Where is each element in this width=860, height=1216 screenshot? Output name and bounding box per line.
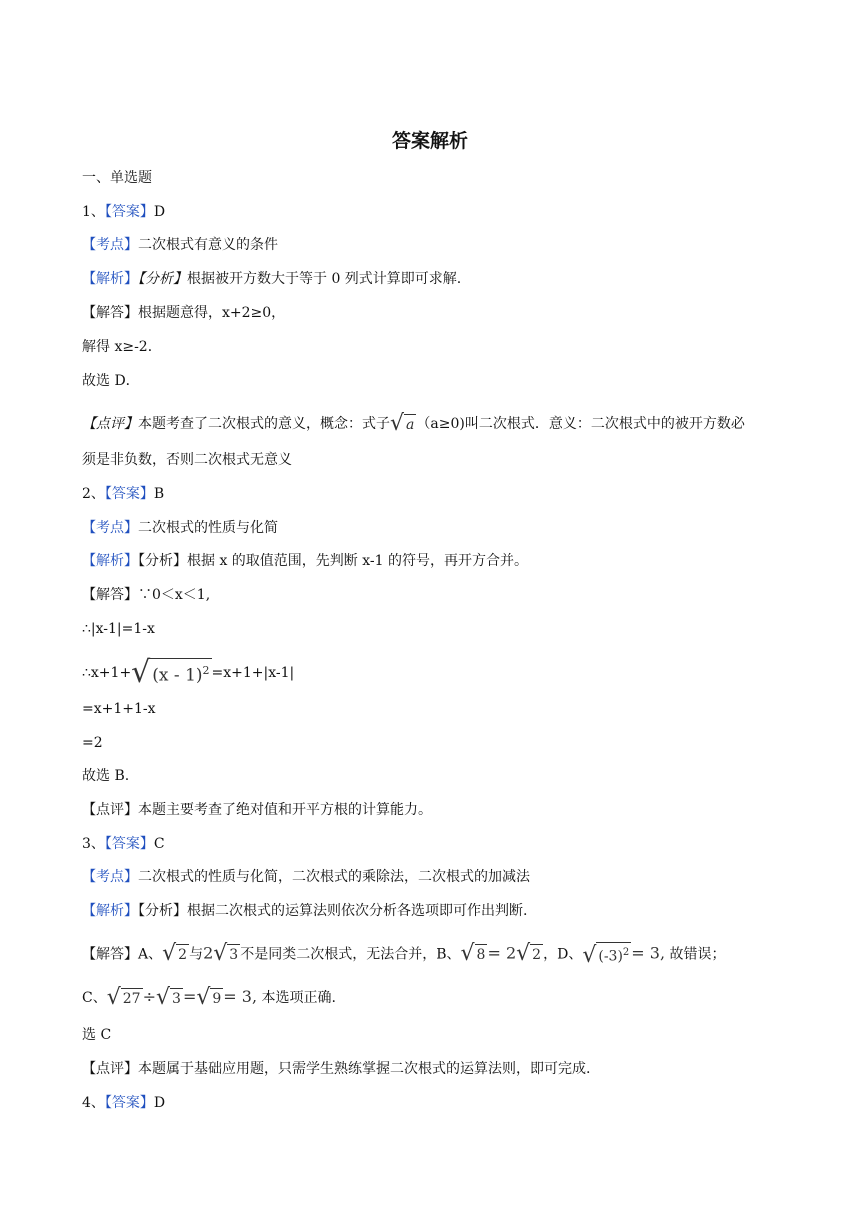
eq-2: = 2 [487,943,517,963]
q1-step2: 故选 D． [82,373,140,389]
q2-step5: 故选 B. [82,768,130,784]
q3-comment-line [82,1059,590,1079]
q2-comment: 本题主要考查了绝对值和开平方根的计算能力。 [138,802,432,818]
q3-point: 二次根式的性质与化简，二次根式的乘除法，二次根式的加减法 [138,869,530,885]
q3-line2-a: C、 [82,990,107,1006]
sqrt-27-formula: √ 27 [106,985,141,1010]
point-tag: 【考点】 [82,520,138,536]
div-sign: ÷ [142,987,156,1006]
analysis-tag: 【解析】 [82,271,138,287]
q2-step2-line [82,655,295,690]
sqrt-a-formula: √ a [390,411,415,436]
q2-step2-a: ∴x+1+ [82,665,132,681]
q4-answer-line [82,1093,165,1113]
q1-comment-a: 本题考查了二次根式的意义，概念：式子 [138,416,390,432]
q2-solve-line [82,585,210,605]
q4-answer: D [153,1095,166,1111]
q3-answer: C [153,836,165,852]
page-title: 答案解析 [391,130,468,152]
q1-step1: 解得 x≥-2． [82,339,162,355]
q2-answer: B [153,486,165,502]
solve-tag: 【解答】 [82,305,138,321]
q3-solve-a: A、 [138,946,163,963]
q1-num: 1、 [82,204,105,220]
solve-tag: 【解答】 [82,946,138,963]
q1-analysis-line [82,269,461,289]
q3-num: 3、 [82,836,105,852]
q3-line2-b: 本选项正确. [257,990,336,1006]
q3-yu: 与 [189,946,204,963]
q3-analysis-line [82,901,527,921]
q3-answer-line [82,834,165,854]
q3-solve-c: ，D、 [543,946,583,963]
point-tag: 【考点】 [82,869,138,885]
q2-analysis-line [82,551,528,571]
answer-tag: 【答案】 [104,1095,154,1111]
q3-comment: 本题属于基础应用题，只需学生熟练掌握二次根式的运算法则，即可完成. [138,1061,591,1077]
answer-tag: 【答案】 [104,486,154,502]
eq-3b: = 3, [223,987,258,1006]
point-tag: 【考点】 [82,237,138,253]
q3-step: 选 C [82,1027,112,1043]
q1-answer: D [153,204,166,220]
q2-comment-line [82,800,432,820]
q2-step4: =2 [82,735,103,751]
section-heading: 一、单选题 [82,170,152,186]
q1-point: 二次根式有意义的条件 [138,237,278,253]
q1-comment-c: 须是非负数，否则二次根式无意义 [82,452,292,468]
q1-point-line [82,235,278,255]
q2-answer-line [82,484,164,504]
q2-num: 2、 [82,486,105,502]
sqrt-3-formula: √ 3 [213,941,239,967]
q2-step2-b: =x+1+|x-1| [211,665,295,681]
comment-tag: 【点评】 [82,802,138,818]
comment-tag: 【点评】 [82,1061,138,1077]
q1-solve: 根据题意得，x+2≥0， [138,305,286,321]
solve-tag: 【解答】 [82,587,138,603]
fenxi-tag: 【分析】 [138,271,187,287]
q3-point-line [82,867,530,887]
analysis-tag: 【解析】 [82,903,138,919]
eq-3: = 3, [631,943,666,963]
q2-step1: ∴|x-1|=1-x [82,621,155,637]
sqrt-2b-formula: √ 2 [516,941,542,967]
q2-analysis: 【分析】根据 x 的取值范围，先判断 x-1 的符号，再开方合并。 [138,553,528,569]
q2-point: 二次根式的性质与化简 [138,520,278,536]
sqrt-x-minus-1-squared: √ (x - 1)$^2$ [131,655,210,690]
sqrt-8-formula: √ 8 [460,941,486,967]
q1-answer-line [82,202,165,222]
q1-analysis: 根据被开方数大于等于 0 列式计算即可求解. [187,271,462,287]
q3-line2 [82,987,336,1009]
q4-num: 4、 [82,1095,105,1111]
q3-solve-line [82,942,726,967]
eq-sign: = [182,987,197,1006]
analysis-tag: 【解析】 [82,553,138,569]
q3-solve-d: 故错误； [665,946,726,963]
q2-solve: ∵0＜x＜1, [138,587,211,603]
answer-tag: 【答案】 [104,204,154,220]
q3-analysis: 【分析】根据二次根式的运算法则依次分析各选项即可作出判断. [138,903,528,919]
answer-tag: 【答案】 [104,836,154,852]
sqrt-9-formula: √ 9 [196,985,222,1010]
q1-comment-line [82,413,745,435]
q3-solve-b: 不是同类二次根式，无法合并，B、 [240,946,461,963]
sqrt-2-formula: √ 2 [162,941,188,967]
sqrt-3b-formula: √ 3 [155,985,181,1010]
coef-2: 2 [203,943,214,963]
q2-step3: =x+1+1-x [82,701,156,717]
q1-solve-line [82,303,285,323]
q1-comment-b: （a≥0)叫二次根式．意义：二次根式中的被开方数必 [416,416,745,432]
comment-tag: 【点评】 [82,416,138,432]
sqrt-neg3-squared-formula: √ $(-3)^2$ [582,942,630,968]
q2-point-line [82,518,278,538]
